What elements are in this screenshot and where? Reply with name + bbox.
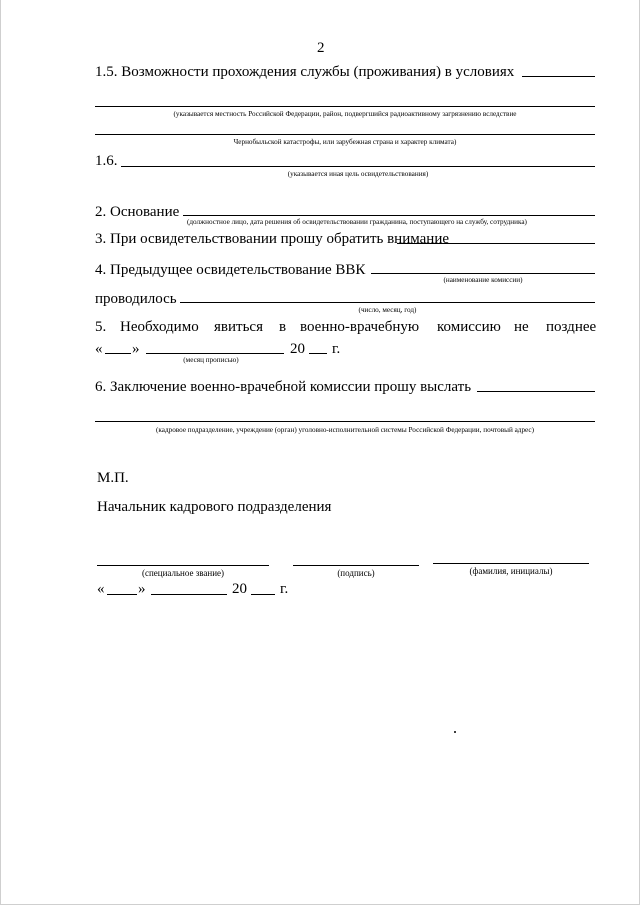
name-hint: (фамилия, инициалы) (469, 566, 553, 576)
item-2-hint: (должностное лицо, дата решения об освидетельствовании гражданина, поступающего на службу, сотрудника) (187, 218, 527, 226)
item-1-5-hint-2: Чернобыльской катастрофы, или зарубежная страна и характер климата) (233, 138, 457, 146)
item-5-word-1: 5. (95, 319, 107, 335)
item-4-line (371, 273, 595, 274)
item-2-line (183, 215, 595, 216)
item-3-line (397, 243, 595, 244)
item-5-word-6: комиссию (437, 319, 501, 335)
date-day-line (107, 594, 137, 595)
date-month-line (151, 594, 227, 595)
item-3-text: 3. При освидетельствовании прошу обратить внимание (95, 231, 450, 247)
rank-line (97, 565, 269, 566)
item-2-text: 2. Основание (95, 204, 180, 220)
item-5-word-5: военно-врачебную (300, 319, 420, 335)
item-5-word-8: позднее (546, 319, 597, 335)
item-6-text: 6. Заключение военно-врачебной комиссии прошу выслать (95, 379, 472, 395)
signature-line (293, 565, 419, 566)
stamp-label: М.П. (97, 470, 129, 486)
name-line (433, 563, 589, 564)
item-6-hint: (кадровое подразделение, учреждение (орган) уголовно-исполнительной системы Российской Федерации, почтовый адрес) (155, 426, 534, 434)
item-5-quote-close: » (132, 341, 140, 357)
item-1-6-line (121, 166, 595, 167)
item-1-6-hint: (указывается иная цель освидетельствования) (287, 170, 429, 178)
item-4-hint: (наименование комиссии) (443, 276, 523, 284)
rank-hint: (специальное звание) (141, 568, 225, 578)
item-5-year-line (309, 353, 327, 354)
item-1-5-line-2 (95, 106, 595, 107)
signature-hint: (подпись) (337, 568, 375, 578)
item-4-text: 4. Предыдущее освидетельствование ВВК (95, 262, 366, 278)
item-1-6-text: 1.6. (95, 153, 118, 169)
item-5-day-line (105, 353, 131, 354)
item-5-word-2: Необходимо (120, 319, 199, 335)
item-1-5-line-1 (522, 76, 595, 77)
item-1-5-text: 1.5. Возможности прохождения службы (проживания) в условиях (95, 64, 515, 80)
item-5-month-line (146, 353, 284, 354)
item-1-5-line-3 (95, 134, 595, 135)
item-5-word-7: не (514, 319, 529, 335)
date-quote-close: » (138, 581, 146, 597)
item-4-line2-label: проводилось (95, 291, 177, 307)
item-6-line-1 (477, 391, 595, 392)
item-5-word-3: явиться (214, 319, 263, 335)
item-4-line2 (180, 302, 595, 303)
date-year-line (251, 594, 275, 595)
item-5-year: 20 (290, 341, 305, 357)
date-year: 20 (232, 581, 247, 597)
item-5-month-hint: (месяц прописью) (183, 356, 239, 364)
date-g: г. (280, 581, 289, 597)
item-6-line-2 (95, 421, 595, 422)
page-number: 2 (317, 40, 325, 56)
item-4-line2-hint: (число, месяц, год) (358, 306, 417, 314)
item-5-quote-open: « (95, 341, 103, 357)
chief-label: Начальник кадрового подразделения (97, 499, 332, 515)
item-5-g: г. (332, 341, 341, 357)
stray-dot (454, 731, 456, 733)
item-5-word-4: в (279, 319, 287, 335)
date-quote-open: « (97, 581, 105, 597)
item-1-5-hint-1: (указывается местность Российской Федерации, район, подвергшийся радиоактивному загрязнению вследствие (173, 110, 517, 118)
